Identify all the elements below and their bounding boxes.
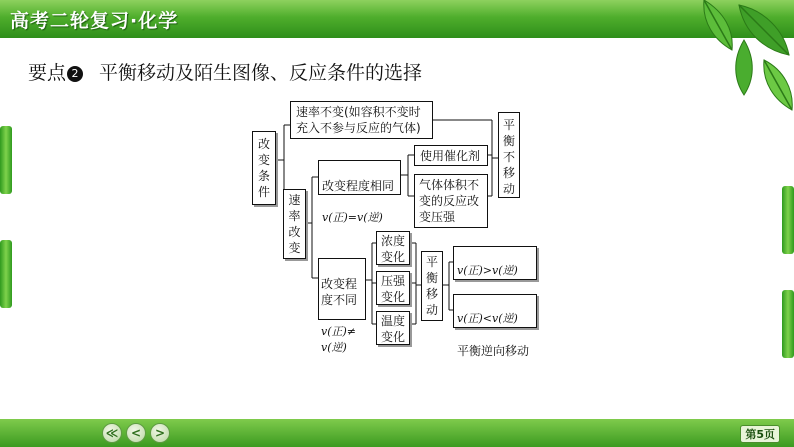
node-change-condition: 改 变 条 件 [252,131,276,205]
node-gas-volume-pressure: 气体体积不 变的反应改 变压强 [414,174,488,228]
node-equilibrium-no-shift: 平 衡 不 移 动 [498,112,520,198]
node-concentration-change: 浓度 变化 [376,231,410,265]
node-forward-shift [453,246,537,280]
node-equilibrium-shift: 平 衡 移 动 [421,251,443,321]
node-unequal-change-expr: v(正)≠ v(逆) [321,325,357,354]
heading-number-badge: 2 [67,66,83,82]
heading-prefix: 要点 [28,62,67,84]
node-reverse-shift [453,294,537,358]
node-equal-change-label: 改变程度相同 [322,179,395,193]
node-temperature-change: 温度 变化 [376,311,410,345]
header-title: 高考二轮复习·化学 [10,10,179,32]
node-use-catalyst: 使用催化剂 [414,145,488,166]
nav-first-button[interactable]: ≪ [102,423,122,443]
node-equal-change [318,160,401,224]
nav-prev-button[interactable]: < [126,423,146,443]
node-forward-shift-expr: v(正)>v(逆) [457,264,518,277]
node-rate-changed: 速 率 改 变 [283,189,306,259]
node-pressure-change: 压强 变化 [376,271,410,305]
node-unequal-change-label: 改变程 度不同 [321,277,358,307]
node-rate-unchanged: 速率不变(如容积不变时 充入不参与反应的气体) [290,101,433,139]
page-number: 第5页 [740,425,780,443]
node-equal-change-expr: v(正)=v(逆) [322,211,383,224]
node-reverse-shift-label: 平衡逆向移动 [457,344,530,358]
node-reverse-shift-expr: v(正)<v(逆) [457,312,518,325]
nav-next-button[interactable]: > [150,423,170,443]
node-unequal-change [318,258,366,354]
heading-text: 平衡移动及陌生图像、反应条件的选择 [99,62,423,84]
